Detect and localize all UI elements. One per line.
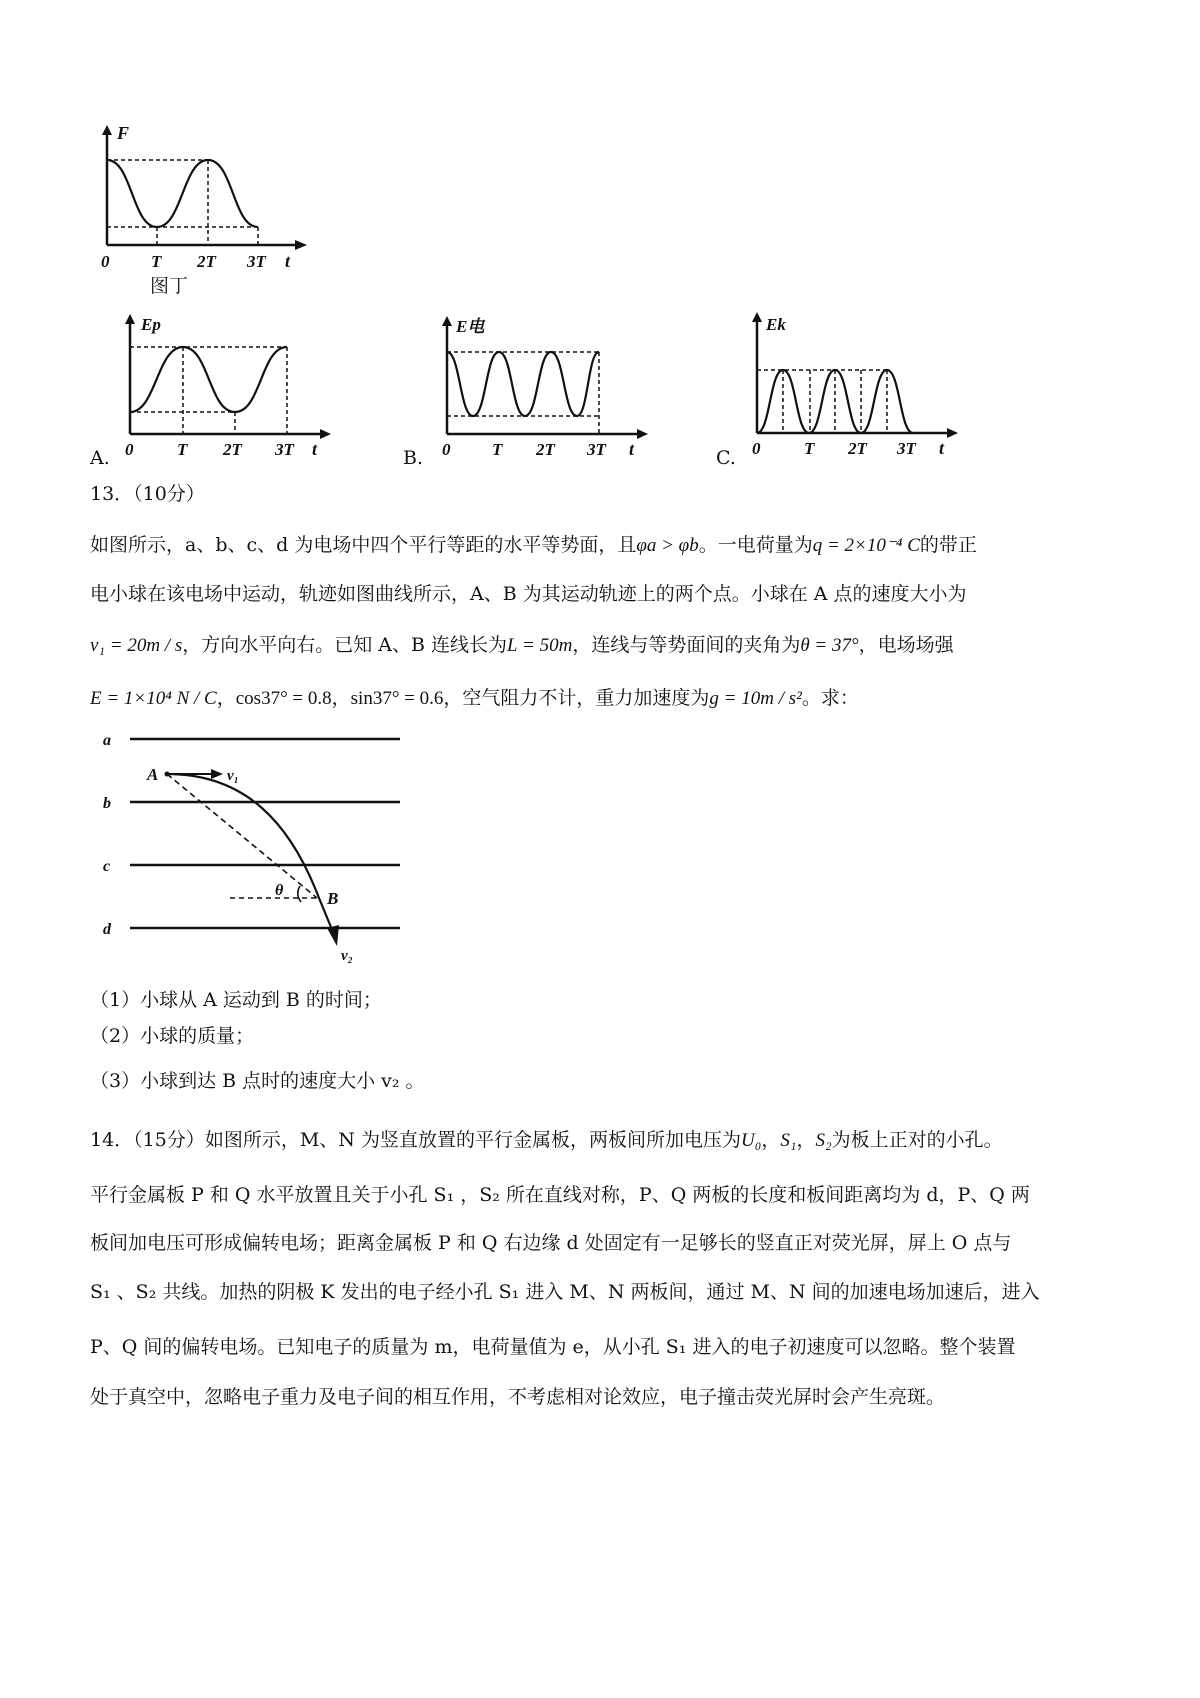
label-b: b: [103, 795, 111, 812]
q14-line-6: 处于真空中，忽略电子重力及电子间的相互作用，不考虑相对论效应，电子撞击荧光屏时会产生亮斑。: [90, 1386, 946, 1408]
q13-line-2: 电小球在该电场中运动，轨迹如图曲线所示，A、B 为其运动轨迹上的两个点。小球在 A 点的速度大小为: [90, 583, 967, 605]
y-axis-label: F: [117, 125, 130, 143]
option-a-letter: A.: [90, 447, 110, 469]
q14-line-3: 板间加电压可形成偏转电场；距离金属板 P 和 Q 右边缘 d 处固定有一足够长的竖直正对荧光屏，屏上 O 点与: [90, 1232, 1012, 1254]
origin-label: 0: [442, 440, 451, 459]
trajectory-curve: [167, 774, 333, 932]
tick-2T: 2T: [848, 439, 867, 458]
tick-T: T: [177, 440, 188, 459]
option-c-letter: C.: [716, 447, 736, 469]
v1-equation: v₁ = 20m / s: [90, 635, 183, 656]
y-axis-label: Ek: [766, 315, 786, 334]
option-b-letter: B.: [403, 447, 424, 469]
g-equation: g = 10m / s²: [709, 688, 802, 709]
equipotential-diagram: [95, 722, 415, 972]
label-d: d: [103, 921, 111, 938]
tick-3T: 3T: [247, 252, 266, 271]
x-axis-label: t: [312, 439, 318, 459]
x-axis-label: t: [939, 438, 945, 458]
q13-line-1: 如图所示，a、b、c、d 为电场中四个平行等距的水平等势面，且φa > φb。一电荷量为q = 2×10⁻⁴ C的带正: [90, 534, 977, 556]
y-axis-label: Ep: [141, 315, 161, 334]
q14-line-2: 平行金属板 P 和 Q 水平放置且关于小孔 S₁ ，S₂ 所在直线对称，P、Q 两板的长度和板间距离均为 d，P、Q 两: [90, 1184, 1030, 1206]
v2-label: v₂: [341, 948, 353, 964]
field-equation: E = 1×10⁴ N / C: [90, 688, 217, 709]
graph-ding: [95, 125, 325, 305]
cos-equation: cos37° = 0.8: [235, 688, 332, 709]
u0-symbol: U₀: [740, 1130, 762, 1151]
point-b: B: [327, 889, 339, 908]
s2-symbol: S₂: [815, 1130, 832, 1151]
origin-label: 0: [752, 439, 761, 458]
q13-line-3: v₁ = 20m / s，方向水平向右。已知 A、B 连线长为L = 50m，连线与等势面间的夹角为θ = 37°，电场场强: [90, 634, 954, 656]
length-equation: L = 50m: [507, 635, 573, 656]
origin-label: 0: [101, 252, 110, 271]
q14-line-1: 14．（15分）如图所示，M、N 为竖直放置的平行金属板，两板间所加电压为U₀，S₁，S₂为板上正对的小孔。: [90, 1129, 1003, 1151]
q13-line-4: E = 1×10⁴ N / C，cos37° = 0.8，sin37° = 0.6，空气阻力不计，重力加速度为g = 10m / s²。求：: [90, 687, 859, 709]
graph-caption: 图丁: [150, 275, 189, 297]
option-a-graph: [115, 312, 345, 462]
x-axis-label: t: [629, 439, 635, 459]
theta-label: θ: [275, 882, 284, 899]
q14-line-4: S₁ 、S₂ 共线。加热的阴极 K 发出的电子经小孔 S₁ 进入 M、N 两板间，通过 M、N 间的加速电场加速后，进入: [90, 1281, 1040, 1303]
x-axis-label: t: [285, 251, 291, 271]
q14-line-5: P、Q 间的偏转电场。已知电子的质量为 m，电荷量值为 e，从小孔 S₁ 进入的电子初速度可以忽略。整个装置: [90, 1336, 1016, 1358]
label-a: a: [103, 732, 111, 749]
q13-sub-3: （3）小球到达 B 点时的速度大小 v₂ 。: [90, 1070, 425, 1092]
q13-sub-1: （1）小球从 A 运动到 B 的时间；: [90, 989, 382, 1011]
theta-equation: θ = 37°: [800, 635, 859, 656]
tick-3T: 3T: [587, 440, 606, 459]
phi-inequality: φa > φb: [636, 535, 699, 556]
q13-sub-2: （2）小球的质量；: [90, 1025, 255, 1047]
tick-T: T: [804, 439, 815, 458]
tick-2T: 2T: [536, 440, 555, 459]
tick-3T: 3T: [275, 440, 294, 459]
tick-2T: 2T: [197, 252, 216, 271]
force-curve: [107, 160, 258, 227]
option-b-graph: [432, 312, 662, 462]
sin-equation: sin37° = 0.6: [350, 688, 444, 709]
tick-T: T: [492, 440, 503, 459]
tick-2T: 2T: [223, 440, 242, 459]
tick-T: T: [151, 252, 162, 271]
q13-header: 13．（10分）: [90, 483, 205, 505]
point-a: A: [147, 765, 159, 784]
origin-label: 0: [125, 440, 134, 459]
option-c-graph: [742, 308, 972, 458]
label-c: c: [103, 858, 111, 875]
s1-symbol: S₁: [780, 1130, 797, 1151]
v1-label: v₁: [227, 768, 239, 784]
y-axis-label: E电: [456, 317, 485, 336]
tick-3T: 3T: [897, 439, 916, 458]
charge-equation: q = 2×10⁻⁴ C: [812, 535, 920, 556]
